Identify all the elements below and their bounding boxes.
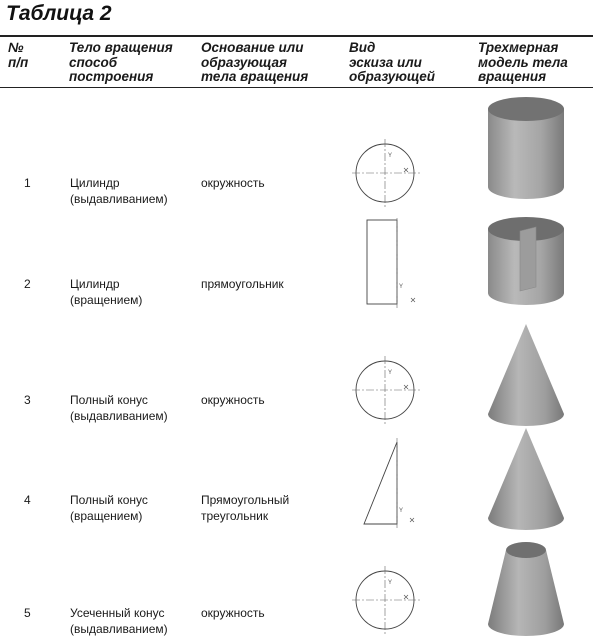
header-view: Вид эскиза или образующей: [349, 40, 435, 84]
row-3-circle-sketch: [352, 352, 428, 428]
table-title: Таблица 2: [6, 2, 112, 25]
row-3-base: окружность: [201, 393, 265, 407]
svg-text:Y: Y: [388, 580, 393, 586]
row-3-cone-model: [484, 320, 568, 430]
row-2-rectangle-sketch: [360, 218, 420, 308]
header-num: № п/п: [8, 40, 29, 70]
row-2-cylinder-cut-model: [484, 205, 568, 315]
row-1-num: 1: [24, 176, 31, 190]
row-1-cylinder-model: [484, 95, 568, 205]
row-4-num: 4: [24, 493, 31, 507]
row-2-num: 2: [24, 277, 31, 291]
row-2-body: Цилиндр (вращением): [70, 277, 143, 307]
row-1-body: Цилиндр (выдавливанием): [70, 176, 168, 206]
header-base: Основание или образующая тела вращения: [201, 40, 309, 84]
header-body: Тело вращения способ построения: [69, 40, 173, 84]
row-4-body: Полный конус (вращением): [70, 493, 148, 523]
header-top-rule: [0, 35, 593, 37]
row-4-base: Прямоугольный треугольник: [201, 493, 290, 523]
svg-text:Y: Y: [388, 370, 393, 376]
row-5-num: 5: [24, 606, 31, 620]
row-5-circle-sketch: [352, 562, 428, 638]
row-1-circle-sketch: [352, 135, 428, 211]
row-2-base: прямоугольник: [201, 277, 284, 291]
row-5-truncated-cone-model: [484, 536, 568, 639]
row-3-body: Полный конус (выдавливанием): [70, 393, 168, 423]
header-bottom-rule: [0, 87, 593, 88]
row-3-num: 3: [24, 393, 31, 407]
row-5-body: Усеченный конус (выдавливанием): [70, 606, 168, 636]
row-1-base: окружность: [201, 176, 265, 190]
svg-text:Y: Y: [399, 284, 404, 290]
svg-text:Y: Y: [388, 153, 393, 159]
svg-text:Y: Y: [399, 508, 404, 514]
row-4-triangle-sketch: [360, 436, 420, 530]
header-model: Трехмерная модель тела вращения: [478, 40, 568, 84]
row-4-cone-model: [484, 424, 568, 534]
row-5-base: окружность: [201, 606, 265, 620]
